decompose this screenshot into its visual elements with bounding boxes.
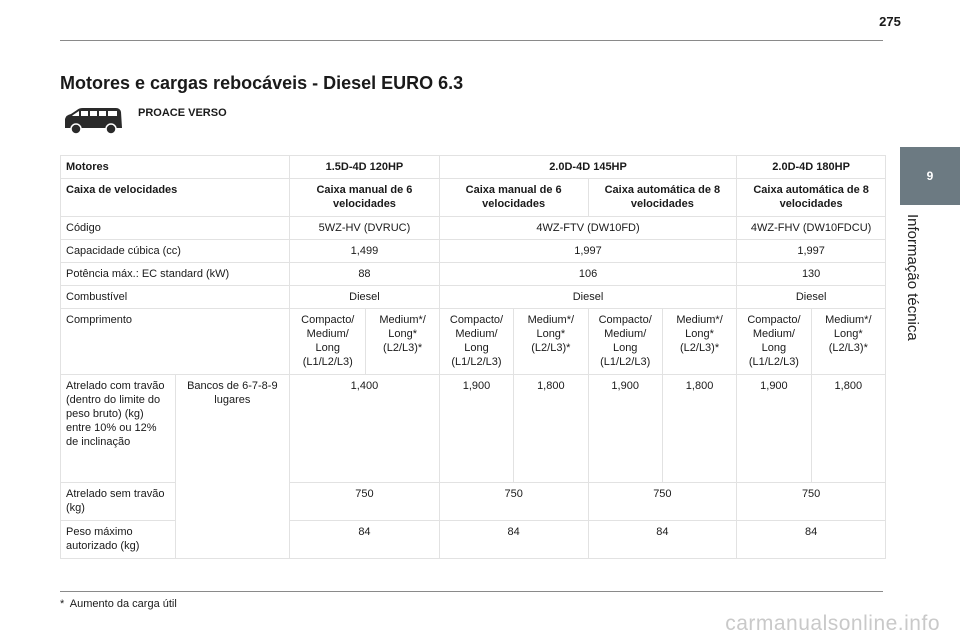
table-cell: 84 [737, 521, 886, 559]
table-cell: 4WZ-FHV (DW10FDCU) [737, 217, 886, 240]
page-number: 275 [879, 14, 901, 29]
table-row [61, 263, 886, 286]
header-rule [60, 40, 883, 41]
table-row [61, 286, 886, 309]
table-cell: 1,499 [290, 240, 440, 263]
row-label: Potência máx.: EC standard (kW) [61, 263, 290, 286]
table-cell: Compacto/ Medium/ Long (L1/L2/L3) [737, 309, 811, 375]
table-cell: 750 [290, 483, 440, 521]
table-cell: Compacto/ Medium/ Long (L1/L2/L3) [439, 309, 513, 375]
table-row [61, 179, 886, 217]
row-label: Atrelado sem travão (kg) [61, 483, 176, 521]
chapter-tab[interactable]: 9 [900, 147, 960, 205]
table-cell: 750 [439, 483, 588, 521]
row-label: Motores [61, 156, 290, 179]
watermark: carmanualsonline.info [725, 612, 940, 635]
footnote [60, 598, 177, 610]
row-label: Capacidade cúbica (cc) [61, 240, 290, 263]
table-row [61, 375, 886, 483]
table-cell: 1,900 [588, 375, 662, 483]
row-label: Caixa de velocidades [61, 179, 290, 217]
table-cell: 84 [290, 521, 440, 559]
row-label: Atrelado com travão (dentro do limite do peso bruto) (kg) entre 10% ou 12% de inclinação [61, 375, 176, 483]
engine-spec-table [60, 155, 886, 559]
row-label: Comprimento [61, 309, 290, 375]
table-cell: 1,800 [811, 375, 885, 483]
table-cell: 1,900 [737, 375, 811, 483]
table-row [61, 240, 886, 263]
footnote-text: Aumento da carga útil [69, 598, 177, 610]
footer-rule [60, 591, 883, 592]
table-cell: Medium*/ Long* (L2/L3)* [366, 309, 439, 375]
table-cell: 88 [290, 263, 440, 286]
table-cell: 5WZ-HV (DVRUC) [290, 217, 440, 240]
table-cell: 1,800 [662, 375, 736, 483]
table-cell: Compacto/ Medium/ Long (L1/L2/L3) [290, 309, 366, 375]
table-cell: Medium*/ Long* (L2/L3)* [662, 309, 736, 375]
row-label: Código [61, 217, 290, 240]
chapter-title: Informação técnica [904, 214, 921, 341]
table-row [61, 309, 886, 375]
table-cell: 2.0D-4D 145HP [439, 156, 736, 179]
table-row [61, 217, 886, 240]
table-cell: 1.5D-4D 120HP [290, 156, 440, 179]
table-cell: 1,800 [514, 375, 588, 483]
table-cell: Compacto/ Medium/ Long (L1/L2/L3) [588, 309, 662, 375]
row-label: Combustível [61, 286, 290, 309]
table-cell: 750 [588, 483, 737, 521]
table-cell: 1,900 [439, 375, 513, 483]
table-cell: 1,997 [439, 240, 736, 263]
seats-cell: Bancos de 6-7-8-9 lugares [175, 375, 290, 559]
table-cell: Caixa automática de 8 velocidades [588, 179, 737, 217]
footnote-mark: * [60, 598, 65, 610]
table-row [61, 156, 886, 179]
table-cell: Diesel [439, 286, 736, 309]
table-cell: 1,400 [290, 375, 440, 483]
table-cell: 4WZ-FTV (DW10FD) [439, 217, 736, 240]
table-cell: 84 [588, 521, 737, 559]
table-cell: 1,997 [737, 240, 886, 263]
table-cell: Medium*/ Long* (L2/L3)* [514, 309, 588, 375]
table-cell: Medium*/ Long* (L2/L3)* [811, 309, 885, 375]
table-cell: Diesel [290, 286, 440, 309]
table-cell: 106 [439, 263, 736, 286]
table-cell: Diesel [737, 286, 886, 309]
table-cell: Caixa manual de 6 velocidades [439, 179, 588, 217]
table-cell: Caixa manual de 6 velocidades [290, 179, 440, 217]
table-cell: 130 [737, 263, 886, 286]
model-name: PROACE VERSO [138, 107, 227, 119]
table-cell: Caixa automática de 8 velocidades [737, 179, 886, 217]
van-icon [62, 104, 124, 136]
table-cell: 2.0D-4D 180HP [737, 156, 886, 179]
page-title: Motores e cargas rebocáveis - Diesel EURO 6.3 [60, 73, 464, 93]
row-label: Peso máximo autorizado (kg) [61, 521, 176, 559]
table-cell: 750 [737, 483, 886, 521]
table-cell: 84 [439, 521, 588, 559]
